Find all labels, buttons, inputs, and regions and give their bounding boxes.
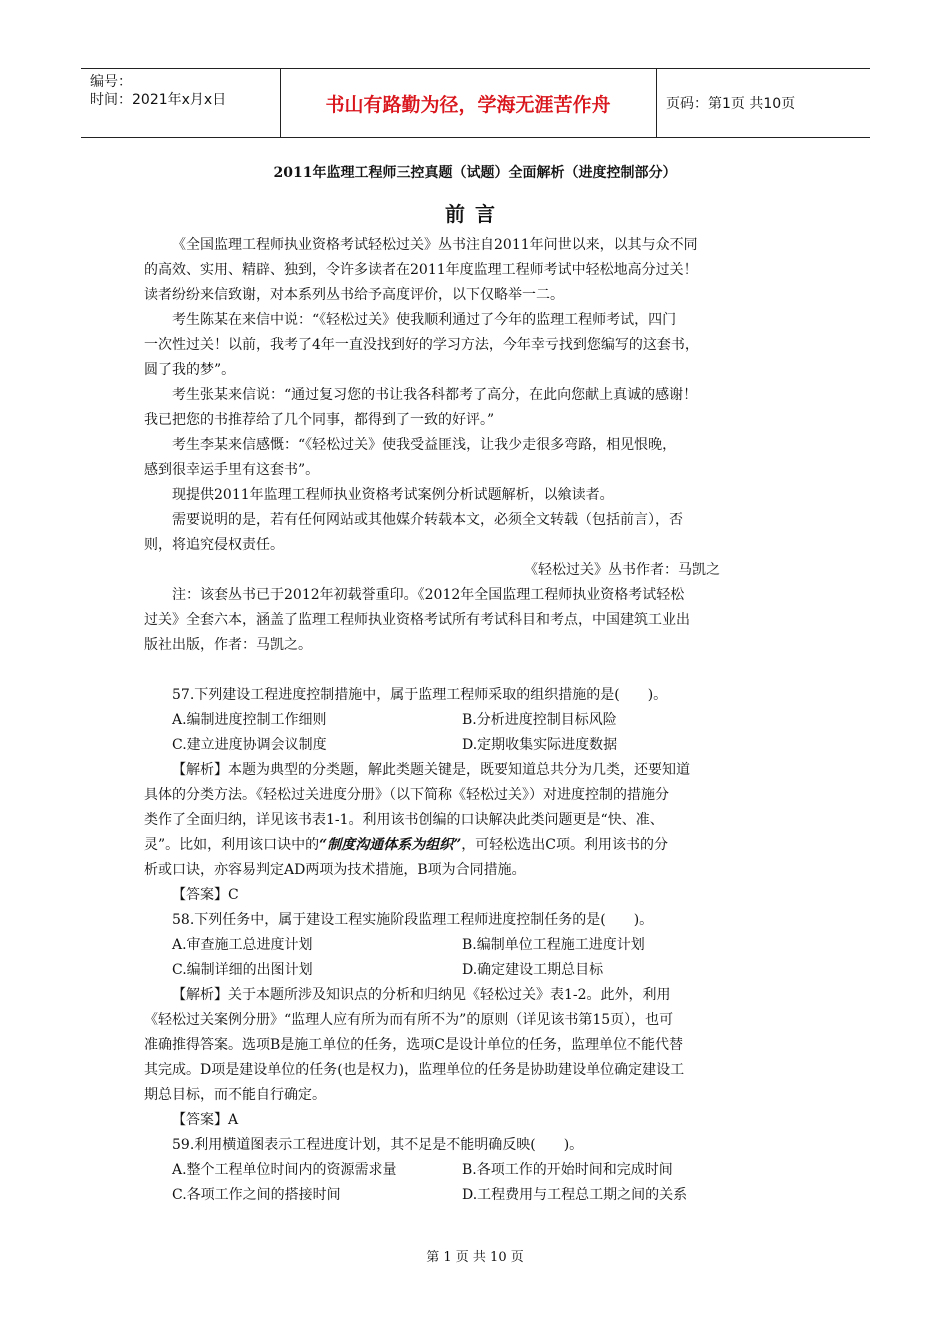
note-line: 过关》全套六本，涵盖了监理工程师执业资格考试所有考试科目和考点，中国建筑工业出 [144,612,690,628]
number-label: 编号： [90,74,132,90]
q58-analysis-line: 【解析】关于本题所涉及知识点的分析和归纳见《轻松过关》表1-2。此外，利用 [172,987,671,1003]
q57-stem: 57.下列建设工程进度控制措施中，属于监理工程师采取的组织措施的是( )。 [172,687,668,703]
preface-line: 考生陈某在来信中说：“《轻松过关》使我顺利通过了今年的监理工程师考试，四门 [172,312,677,328]
q58-option-c: C.编制详细的出图计划 [172,962,313,978]
q59-option-a: A.整个工程单位时间内的资源需求量 [172,1162,397,1178]
q58-analysis-line: 《轻松过关案例分册》“监理人应有所为而有所不为”的原则（详见该书第15页），也可 [144,1012,674,1028]
note-line: 注：该套丛书已于2012年初载誉重印。《2012年全国监理工程师执业资格考试轻松 [172,587,685,603]
signature: 《轻松过关》丛书作者：马凯之 [524,562,720,578]
preface-line: 需要说明的是，若有任何网站或其他媒介转载本文，必须全文转载（包括前言），否 [172,512,683,528]
preface-line: 考生张某来信说：“通过复习您的书让我各科都考了高分，在此向您献上真诚的感谢！ [172,387,698,403]
q57-answer: 【答案】C [172,887,239,903]
preface-heading: 前言 [445,202,505,226]
document-header [81,68,870,138]
page-footer: 第 1 页 共 10 页 [426,1250,524,1265]
header-left-cell [90,73,226,109]
q58-analysis-line: 准确推得答案。选项B是施工单位的任务，选项C是设计单位的任务，监理单位不能代替 [144,1037,683,1053]
q58-option-d: D.确定建设工期总目标 [462,962,604,978]
q57-option-b: B.分析进度控制目标风险 [462,712,617,728]
q57-analysis-text: 灵”。比如，利用该口诀中的 [144,837,320,853]
preface-line: 圆了我的梦”。 [144,362,236,378]
q57-analysis-line: 类作了全面归纳，详见该书表1-1。利用该书创编的口诀解决此类问题更是“快、准、 [144,812,664,828]
q59-option-d: D.工程费用与工程总工期之间的关系 [462,1187,688,1203]
preface-line: 的高效、实用、精辟、独到，令许多读者在2011年度监理工程师考试中轻松地高分过关！ [144,262,698,278]
preface-line: 则，将追究侵权责任。 [144,537,284,553]
page-label: 页码：第1页 共10页 [666,96,796,112]
q57-option-c: C.建立进度协调会议制度 [172,737,327,753]
preface-line: 读者纷纷来信致谢，对本系列丛书给予高度评价，以下仅略举一二。 [144,287,564,303]
q59-option-b: B.各项工作的开始时间和完成时间 [462,1162,673,1178]
note-line: 版社出版，作者：马凯之。 [144,637,312,653]
q58-analysis-line: 期总目标，而不能自行确定。 [144,1087,326,1103]
q57-option-d: D.定期收集实际进度数据 [462,737,618,753]
q57-option-a: A.编制进度控制工作细则 [172,712,327,728]
q57-analysis-line [144,833,824,857]
preface-line: 现提供2011年监理工程师执业资格考试案例分析试题解析，以飨读者。 [172,487,614,503]
q58-analysis-line: 其完成。D项是建设单位的任务(也是权力)，监理单位的任务是协助建设单位确定建设工 [144,1062,685,1078]
q57-analysis-text: ，可轻松选出C项。利用该书的分 [461,837,668,853]
q57-mnemonic: “制度沟通体系为组织” [319,837,462,853]
preface-line: 感到很幸运手里有这套书”。 [144,462,320,478]
header-motto: 书山有路勤为径，学海无涯苦作舟 [325,93,611,116]
preface-line: 《全国监理工程师执业资格考试轻松过关》丛书注自2011年问世以来，以其与众不同 [172,237,698,253]
header-divider [656,69,657,137]
q57-analysis-line: 具体的分类方法。《轻松过关进度分册》（以下简称《轻松过关》）对进度控制的措施分 [144,787,669,803]
q57-analysis-line: 【解析】本题为典型的分类题，解此类题关键是，既要知道总共分为几类，还要知道 [172,762,690,778]
q59-option-c: C.各项工作之间的搭接时间 [172,1187,341,1203]
q58-option-a: A.审查施工总进度计划 [172,937,313,953]
time-label: 时间：2021年x月x日 [90,92,227,108]
preface-line: 我已把您的书推荐给了几个同事，都得到了一致的好评。” [144,412,495,428]
q58-answer: 【答案】A [172,1112,239,1128]
q58-stem: 58.下列任务中，属于建设工程实施阶段监理工程师进度控制任务的是( )。 [172,912,654,928]
preface-line: 考生李某来信感慨：“《轻松过关》使我受益匪浅，让我少走很多弯路，相见恨晚， [172,437,677,453]
q59-stem: 59.利用横道图表示工程进度计划，其不足是不能明确反映( )。 [172,1137,584,1153]
document-title: 2011年监理工程师三控真题（试题）全面解析（进度控制部分） [273,165,677,181]
preface-line: 一次性过关！以前，我考了4年一直没找到好的学习方法，今年幸亏找到您编写的这套书， [144,337,699,353]
q58-option-b: B.编制单位工程施工进度计划 [462,937,645,953]
q57-analysis-line: 析或口诀，亦容易判定AD两项为技术措施，B项为合同措施。 [144,862,526,878]
